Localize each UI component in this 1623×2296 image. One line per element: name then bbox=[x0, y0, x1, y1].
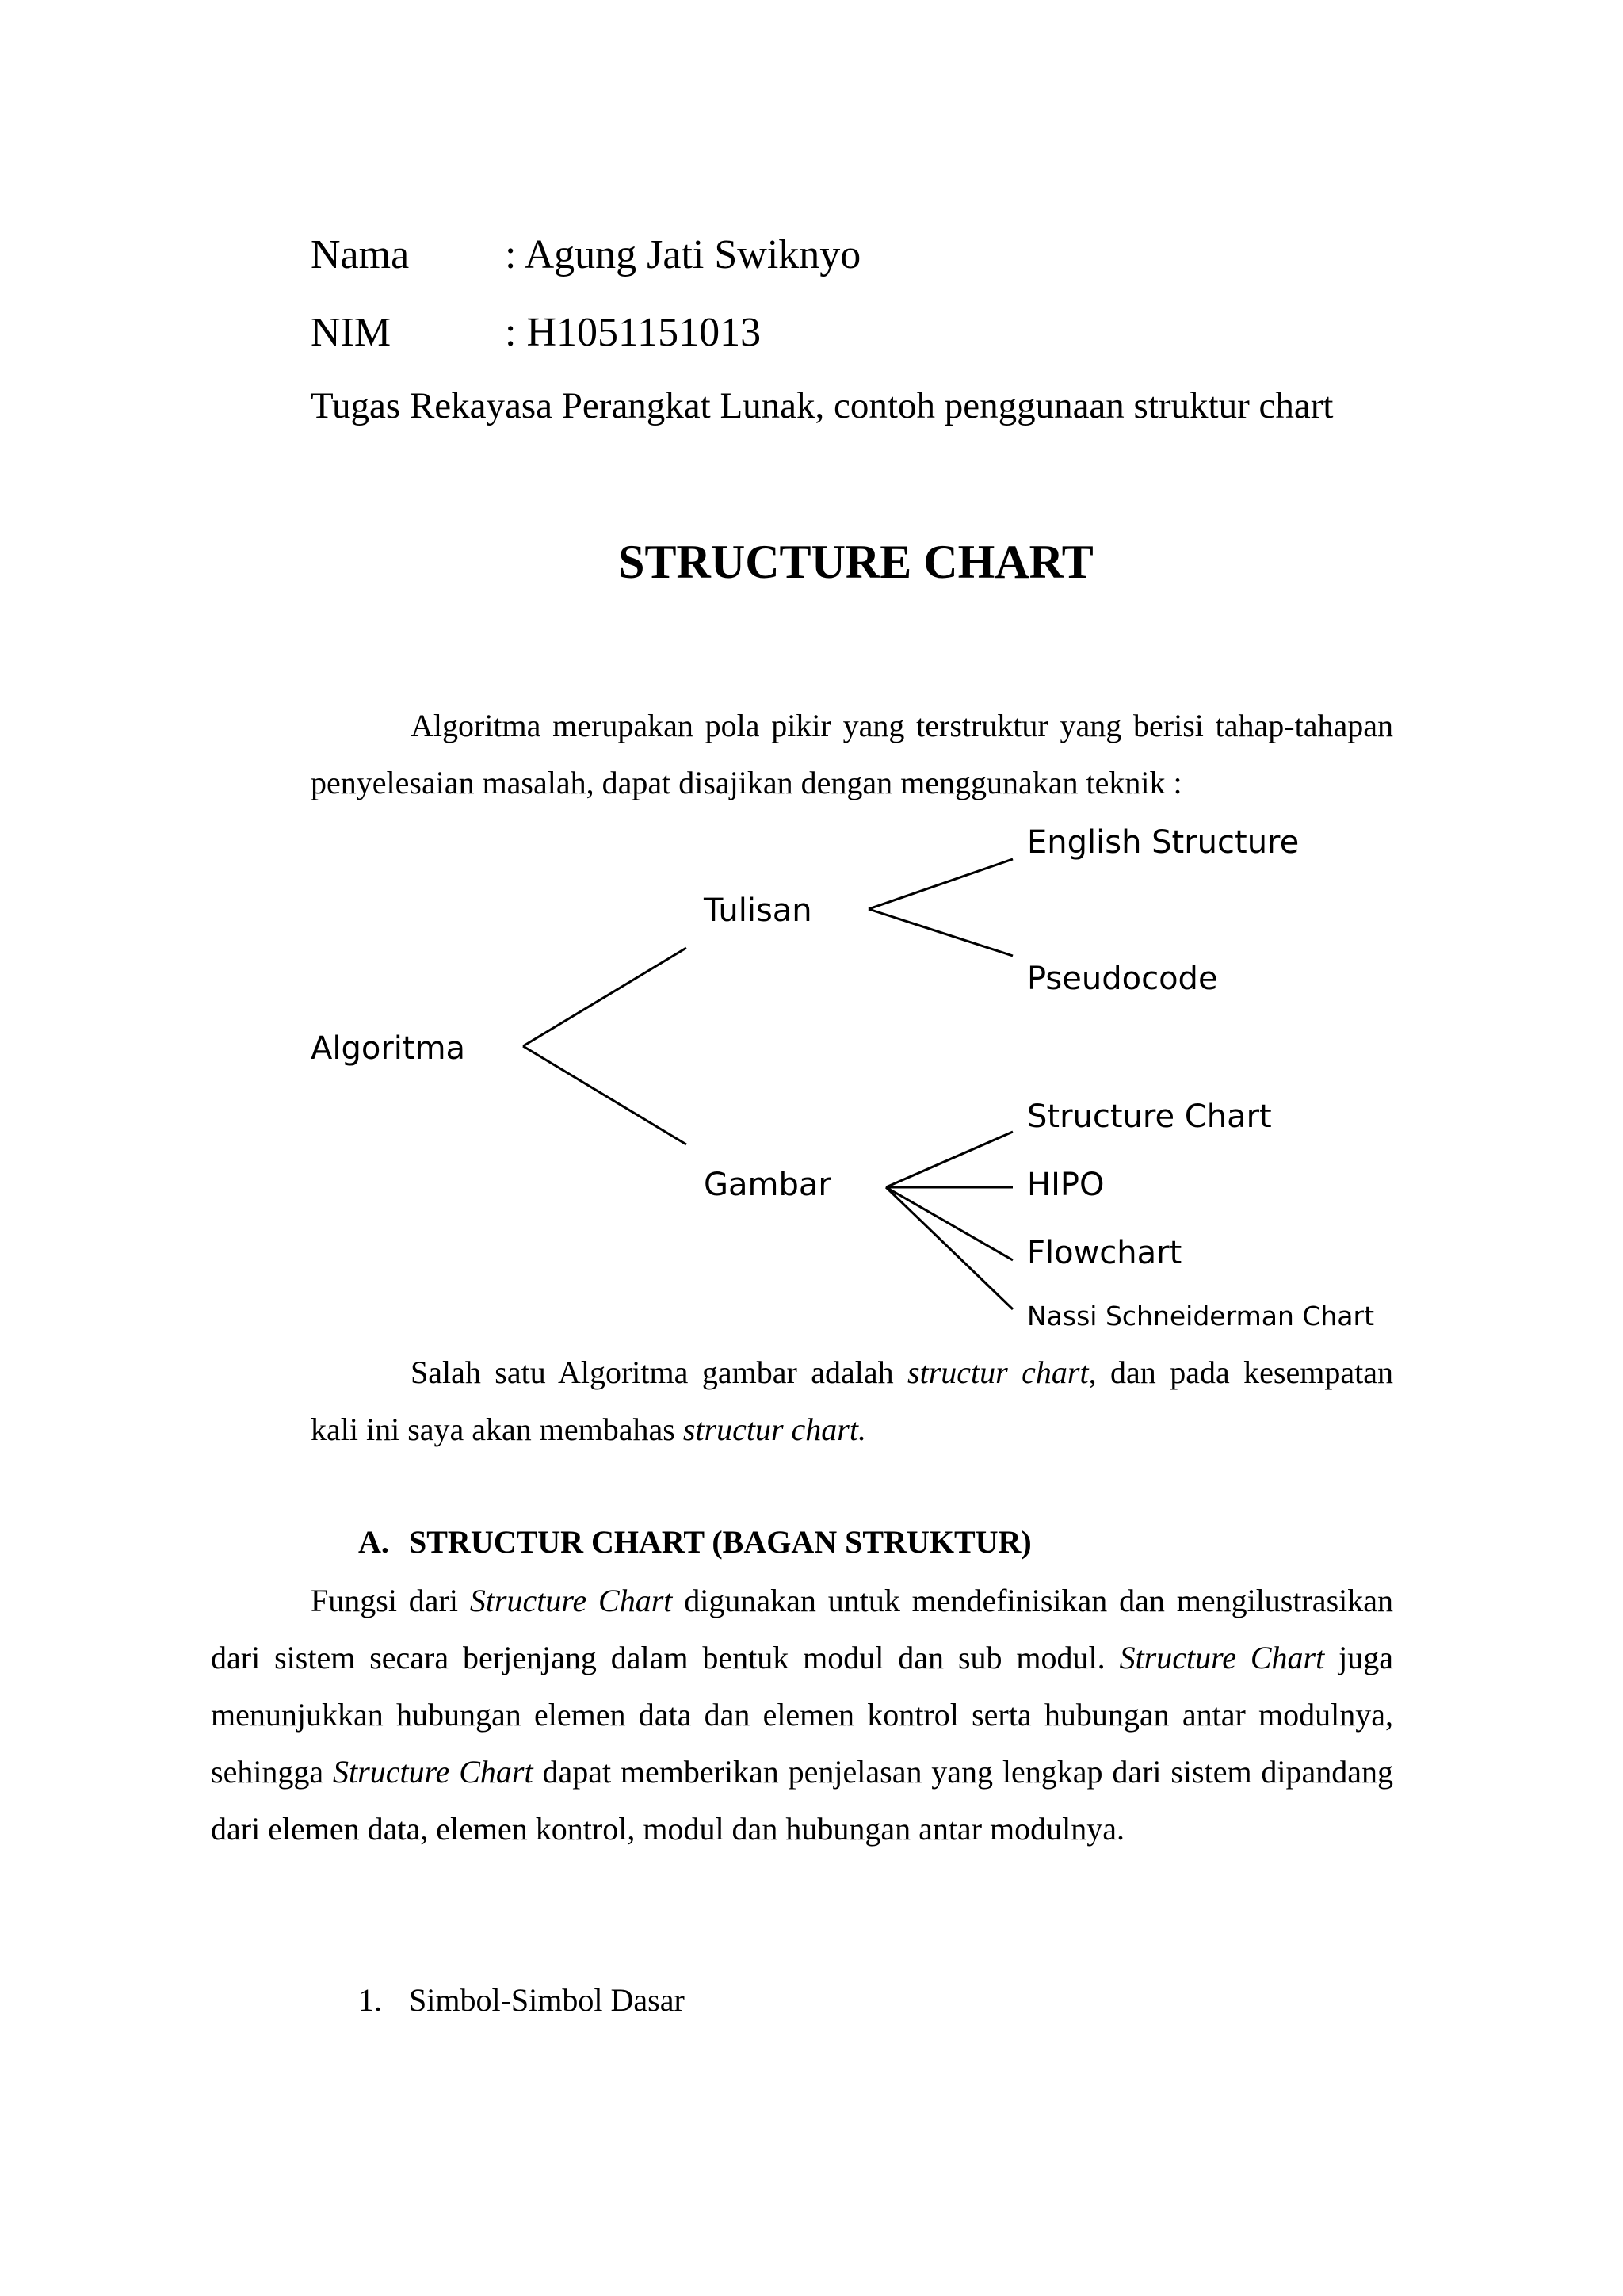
connector-root-gambar bbox=[523, 1046, 686, 1144]
node-gambar: Gambar bbox=[704, 1167, 831, 1203]
nama-value: : Agung Jati Swiknyo bbox=[505, 232, 861, 277]
intro-line-1: Algoritma merupakan pola pikir yang terstruktur yang berisi tahap-tahapan bbox=[411, 708, 1393, 743]
node-algoritma: Algoritma bbox=[311, 1030, 466, 1067]
section-a-title: STRUCTUR CHART (BAGAN STRUKTUR) bbox=[409, 1524, 1032, 1560]
node-pseudocode: Pseudocode bbox=[1027, 961, 1218, 997]
page-title: STRUCTURE CHART bbox=[618, 536, 1094, 588]
section-a-heading bbox=[358, 1520, 1032, 1564]
list-item-simbol-dasar bbox=[358, 1978, 685, 2023]
node-tulisan: Tulisan bbox=[704, 892, 812, 929]
list-item-number: 1. bbox=[358, 1982, 382, 2018]
section-a-number: A. bbox=[358, 1524, 389, 1560]
course-line: Tugas Rekayasa Perangkat Lunak, contoh penggunaan struktur chart bbox=[311, 385, 1334, 426]
para2-line-1: Salah satu Algoritma gambar adalah structur chart, dan pada kesempatan bbox=[411, 1354, 1393, 1390]
list-item-label: Simbol-Simbol Dasar bbox=[409, 1982, 685, 2018]
node-hipo: HIPO bbox=[1027, 1167, 1105, 1203]
paragraph-salah-satu bbox=[311, 1344, 1393, 1458]
node-flowchart: Flowchart bbox=[1027, 1235, 1182, 1271]
connector-gambar-flowchart bbox=[886, 1187, 1013, 1260]
paragraph-fungsi: Fungsi dari Structure Chart digunakan untuk mendefinisikan dan mengilustrasikan dari sistem secara berjenjang dalam bentuk modul dan sub modul. Structure Chart juga menunjukkan hubungan elemen data dan elemen kontrol serta hubungan antar modulnya, sehingga Structure Chart dapat memberikan penjelasan yang lengkap dari sistem dipandang dari elemen data, elemen kontrol, modul dan hubungan antar modulnya. bbox=[211, 1583, 1394, 1847]
connector-tulisan-pseudocode bbox=[869, 909, 1013, 956]
node-nassi-schneiderman: Nassi Schneiderman Chart bbox=[1027, 1301, 1375, 1331]
connector-gambar-structure-chart bbox=[886, 1132, 1013, 1187]
tree-connectors bbox=[523, 859, 1013, 1309]
nim-label: NIM bbox=[311, 310, 391, 355]
nama-label: Nama bbox=[311, 232, 410, 277]
connector-gambar-nassi bbox=[886, 1187, 1013, 1309]
intro-paragraph bbox=[311, 697, 1393, 812]
connector-root-tulisan bbox=[523, 948, 686, 1046]
connector-tulisan-english bbox=[869, 859, 1013, 909]
node-structure-chart: Structure Chart bbox=[1027, 1098, 1272, 1135]
node-english-structure: English Structure bbox=[1027, 824, 1300, 861]
nim-value: : H1051151013 bbox=[505, 310, 762, 355]
intro-line-2: penyelesaian masalah, dapat disajikan dengan menggunakan teknik : bbox=[311, 765, 1182, 800]
para2-line-2: kali ini saya akan membahas structur chart. bbox=[311, 1412, 866, 1447]
